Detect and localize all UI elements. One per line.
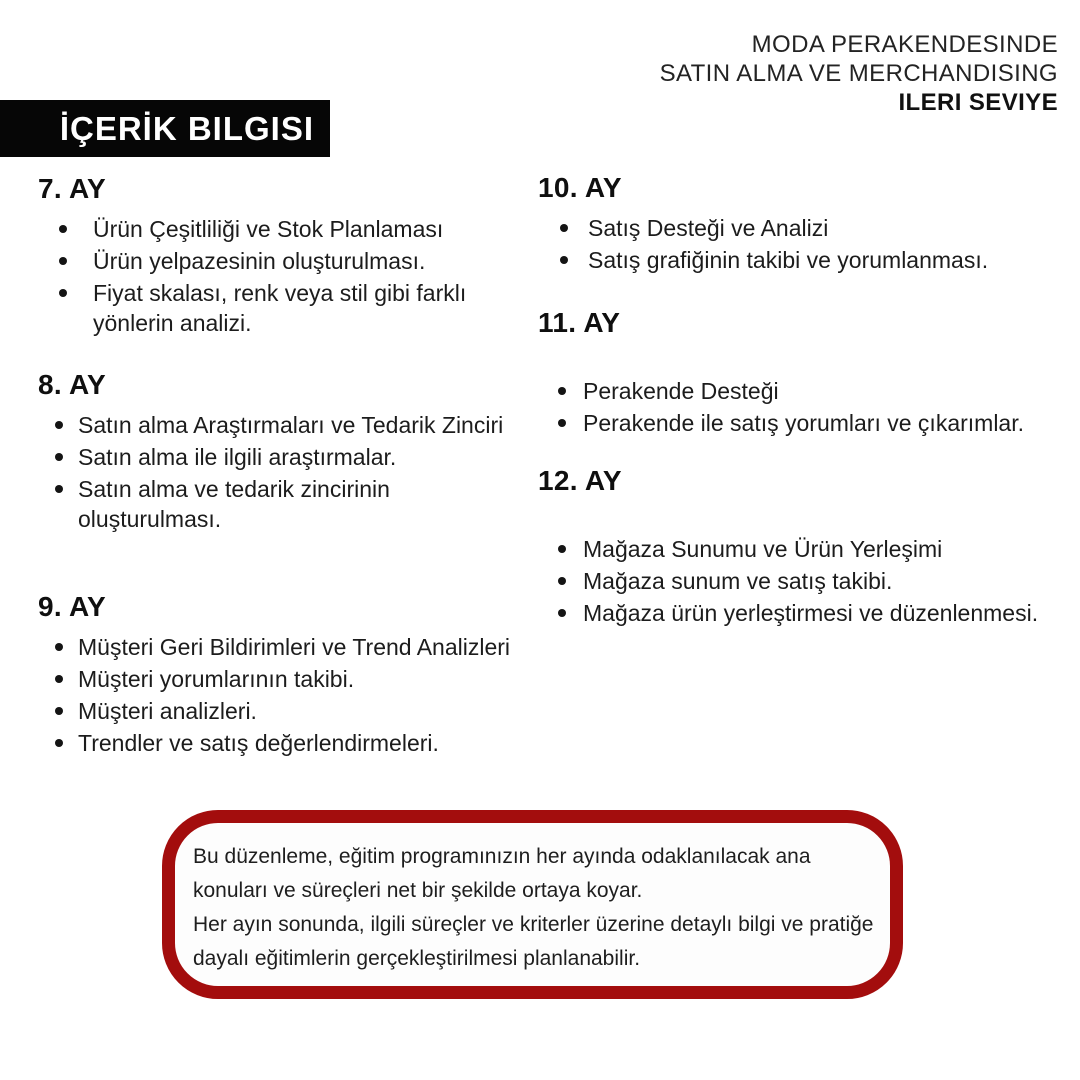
- section-list: [538, 534, 1038, 628]
- list-item: Mağaza ürün yerleştirmesi ve düzenlenmesi.: [538, 598, 1038, 628]
- list-item: Müşteri yorumlarının takibi.: [38, 664, 510, 694]
- list-item: Müşteri analizleri.: [38, 696, 510, 726]
- section-heading: 9. AY: [38, 591, 106, 622]
- section-heading: 10. AY: [538, 172, 622, 203]
- course-header: [660, 30, 1058, 117]
- list-item: Satın alma Araştırmaları ve Tedarik Zinciri: [38, 410, 503, 440]
- list-item: Satın alma ile ilgili araştırmalar.: [38, 442, 503, 472]
- course-header-line-1: MODA PERAKENDESINDE: [751, 31, 1058, 58]
- section-list: [38, 632, 510, 758]
- section-list: [538, 213, 988, 275]
- section-heading: 11. AY: [538, 307, 621, 338]
- page-title-banner: [0, 100, 330, 157]
- list-item: Trendler ve satış değerlendirmeleri.: [38, 728, 510, 758]
- section-heading: 12. AY: [538, 465, 622, 496]
- list-item: Satış grafiğinin takibi ve yorumlanması.: [538, 245, 988, 275]
- note-line: konuları ve süreçleri net bir şekilde ortaya koyar.: [193, 879, 643, 902]
- course-header-line-2: SATIN ALMA VE MERCHANDISING: [659, 60, 1058, 87]
- note-line: dayalı eğitimlerin gerçekleştirilmesi planlanabilir.: [193, 947, 641, 970]
- section-month-8: [38, 368, 503, 536]
- list-item: Mağaza sunum ve satış takibi.: [538, 566, 1038, 596]
- section-month-9: [38, 590, 510, 760]
- list-item: Fiyat skalası, renk veya stil gibi farklı yönlerin analizi.: [38, 278, 513, 338]
- list-item: Müşteri Geri Bildirimleri ve Trend Analizleri: [38, 632, 510, 662]
- section-month-10: [538, 171, 988, 277]
- section-month-11: [538, 306, 1024, 440]
- list-item: Satın alma ve tedarik zincirinin oluşturulması.: [38, 474, 498, 534]
- note-line: Her ayın sonunda, ilgili süreçler ve kriterler üzerine detaylı bilgi ve pratiğe: [193, 913, 874, 936]
- section-heading: 8. AY: [38, 369, 106, 400]
- list-item: Ürün Çeşitliliği ve Stok Planlaması: [38, 214, 513, 244]
- list-item: Perakende ile satış yorumları ve çıkarımlar.: [538, 408, 1024, 438]
- list-item: Ürün yelpazesinin oluşturulması.: [38, 246, 513, 276]
- section-list: [38, 214, 513, 338]
- section-list: [38, 410, 503, 534]
- section-heading: 7. AY: [38, 173, 106, 204]
- note-line: Bu düzenleme, eğitim programınızın her ayında odaklanılacak ana: [193, 845, 811, 868]
- section-list: [538, 376, 1024, 438]
- page-title: İÇERİK BILGISI: [59, 109, 314, 147]
- course-header-level: ILERI SEVIYE: [898, 89, 1058, 116]
- section-month-7: [38, 172, 513, 340]
- list-item: Perakende Desteği: [538, 376, 1024, 406]
- summary-note-box: [162, 810, 903, 999]
- section-month-12: [538, 464, 1038, 630]
- list-item: Satış Desteği ve Analizi: [538, 213, 988, 243]
- list-item: Mağaza Sunumu ve Ürün Yerleşimi: [538, 534, 1038, 564]
